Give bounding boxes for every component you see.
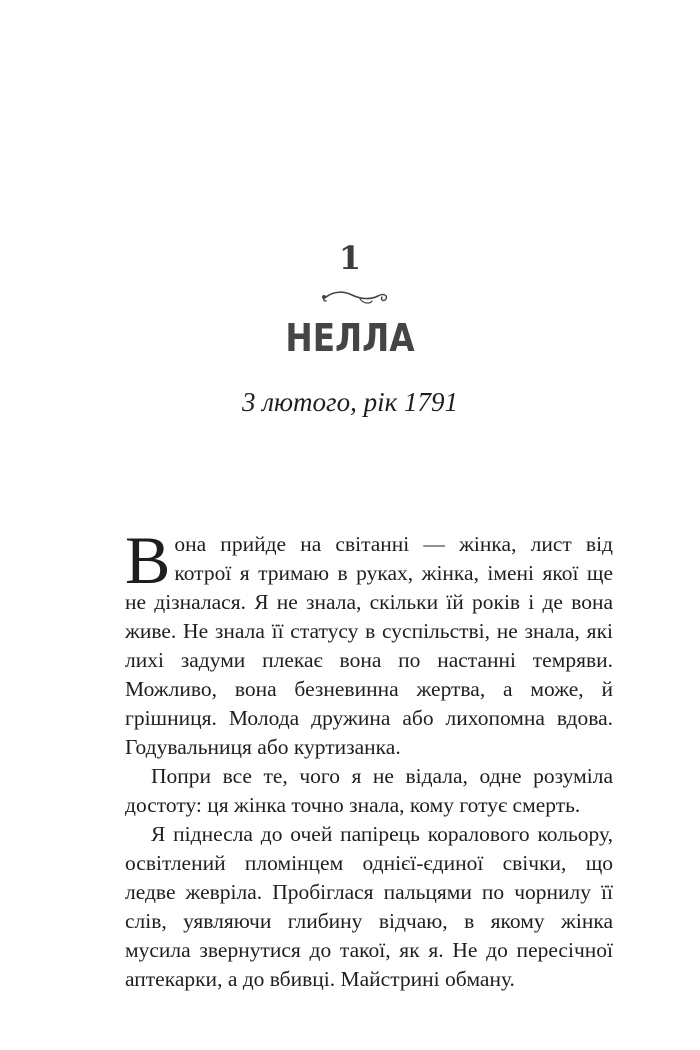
paragraph	[125, 522, 613, 762]
paragraph-text: она прийде на світанні — жінка, лист від котрої я тримаю в руках, жінка, імені якої ще не дізналася. Я не знала, скільки їй років і де вона живе. Не знала її статусу в суспільстві, не знала, які лихі задуми плекає вона по настанні темряви. Можливо, вона безневинна жертва, а може, й грішниця. Молода дружина або лихопомна вдова. Годувальниця або куртизанка.	[125, 532, 613, 759]
chapter-number: 1	[338, 239, 362, 277]
paragraph: Попри все те, чого я не відала, одне розуміла достоту: ця жінка точно знала, кому готує смерть.	[125, 764, 613, 817]
chapter-title: НЕЛЛА	[285, 316, 415, 360]
chapter-date: 3 лютого, рік 1791	[242, 387, 458, 417]
paragraph: Я піднесла до очей папірець коралового кольору, освітлений пломінцем однієї-єдиної свічки, що ледве жевріла. Пробіглася пальцями по чорнилу її слів, уявляючи глибину відчаю, в якому жінка мусила звернутися до такої, як я. Не до пересічної аптекарки, а до вбивці. Майстрині обману.	[125, 822, 613, 991]
body-text	[125, 522, 613, 994]
drop-cap: В	[125, 522, 171, 598]
flourish-ornament-icon	[320, 286, 392, 308]
